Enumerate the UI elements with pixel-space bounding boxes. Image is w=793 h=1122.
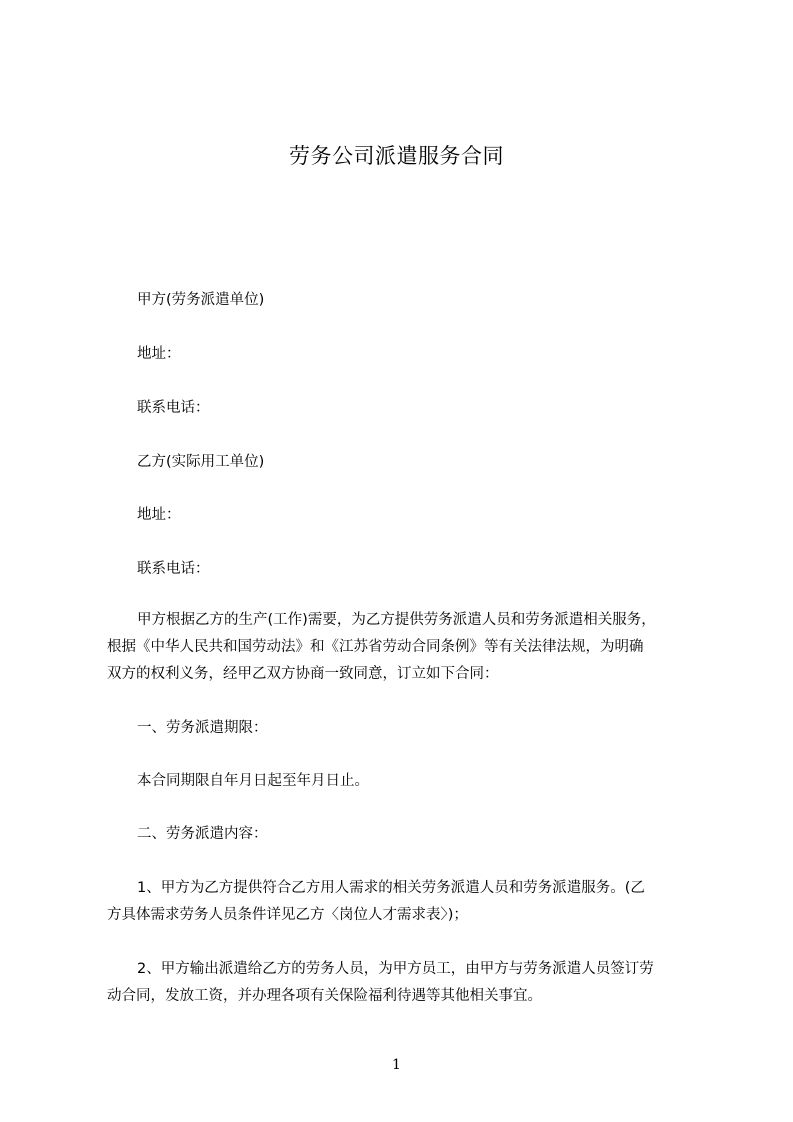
item-2-line-1: 2、甲方输出派遣给乙方的劳务人员，为甲方员工，由甲方与劳务派遣人员签订劳 — [137, 961, 654, 977]
intro-paragraph-line-3: 双方的权利义务，经甲乙双方协商一致同意，订立如下合同： — [107, 666, 499, 682]
intro-paragraph-line-1: 甲方根据乙方的生产(工作)需要，为乙方提供劳务派遣人员和劳务派遣相关服务， — [137, 612, 656, 628]
party-b-label: 乙方(实际用工单位) — [137, 454, 265, 470]
party-a-label: 甲方(劳务派遣单位) — [137, 292, 265, 308]
section-1-heading: 一、劳务派遣期限： — [137, 720, 268, 736]
party-a-address: 地址： — [137, 346, 181, 362]
document-title: 劳务公司派遣服务合同 — [289, 144, 504, 168]
section-2-heading: 二、劳务派遣内容： — [137, 826, 268, 842]
page-number: 1 — [392, 1057, 401, 1073]
party-b-address: 地址： — [137, 507, 181, 523]
intro-paragraph-line-2: 根据《中华人民共和国劳动法》和《江苏省劳动合同条例》等有关法律法规，为明确 — [107, 639, 644, 655]
item-1-line-1: 1、甲方为乙方提供符合乙方用人需求的相关劳务派遣人员和劳务派遣服务。(乙 — [137, 880, 645, 896]
party-b-phone: 联系电话： — [137, 561, 210, 577]
item-2-line-2: 动合同，发放工资，并办理各项有关保险福利待遇等其他相关事宜。 — [107, 988, 542, 1004]
party-a-phone: 联系电话： — [137, 400, 210, 416]
item-1-line-2: 方具体需求劳务人员条件详见乙方〈岗位人才需求表〉)； — [107, 907, 468, 923]
section-1-text: 本合同期限自年月日起至年月日止。 — [137, 773, 369, 789]
